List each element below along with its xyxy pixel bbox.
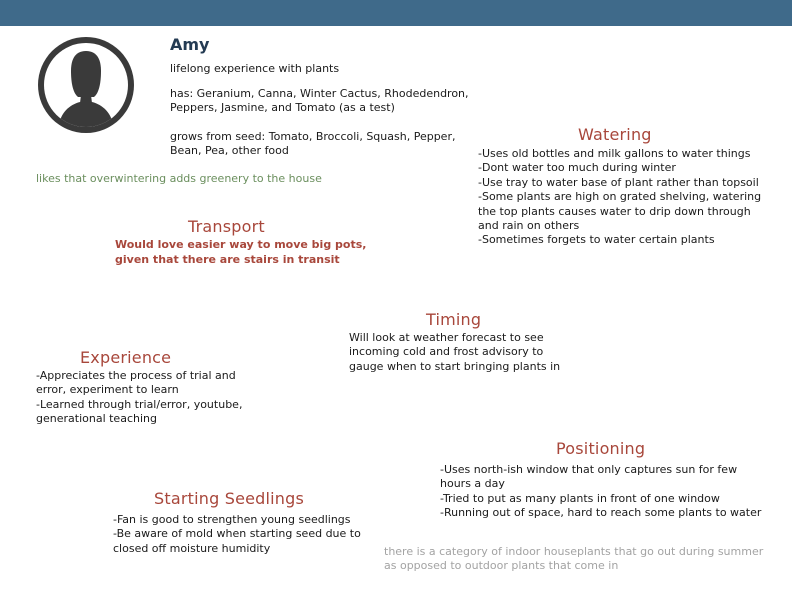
experience-notes: -Appreciates the process of trial and error, experiment to learn -Learned through trial/error, youtube, generational teaching bbox=[36, 369, 243, 426]
positioning-heading: Positioning bbox=[556, 439, 646, 458]
timing-heading: Timing bbox=[426, 310, 482, 329]
experience-heading: Experience bbox=[80, 348, 172, 367]
top-banner bbox=[0, 0, 792, 26]
likes-note: likes that overwintering adds greenery to the house bbox=[36, 172, 322, 185]
plants-owned: has: Geranium, Canna, Winter Cactus, Rhodedendron, Peppers, Jasmine, and Tomato (as a test) bbox=[170, 87, 469, 115]
persona-name: Amy bbox=[170, 35, 210, 54]
user-silhouette-icon bbox=[38, 37, 134, 133]
transport-notes: Would love easier way to move big pots, given that there are stairs in transit bbox=[115, 238, 367, 266]
seedlings-heading: Starting Seedlings bbox=[154, 489, 305, 508]
watering-notes: -Uses old bottles and milk gallons to water things -Dont water too much during winter -Use tray to water base of plant rather than topsoil -Some plants are high on grated shelving, watering the top plants causes water to drip down through and rain on others -Sometimes forgets to water certain plants bbox=[478, 147, 762, 247]
positioning-notes: -Uses north-ish window that only captures sun for few hours a day -Tried to put as many plants in front of one window -Running out of space, hard to reach some plants to water bbox=[440, 463, 762, 520]
experience-line: lifelong experience with plants bbox=[170, 62, 340, 75]
houseplants-note: there is a category of indoor houseplants that go out during summer as opposed to outdoor plants that come in bbox=[384, 545, 764, 573]
grows-from-seed: grows from seed: Tomato, Broccoli, Squash, Pepper, Bean, Pea, other food bbox=[170, 130, 456, 158]
transport-heading: Transport bbox=[188, 217, 265, 236]
watering-heading: Watering bbox=[578, 125, 652, 144]
timing-notes: Will look at weather forecast to see incoming cold and frost advisory to gauge when to start bringing plants in bbox=[349, 331, 561, 373]
seedlings-notes: -Fan is good to strengthen young seedlings -Be aware of mold when starting seed due to closed off moisture humidity bbox=[113, 513, 361, 555]
